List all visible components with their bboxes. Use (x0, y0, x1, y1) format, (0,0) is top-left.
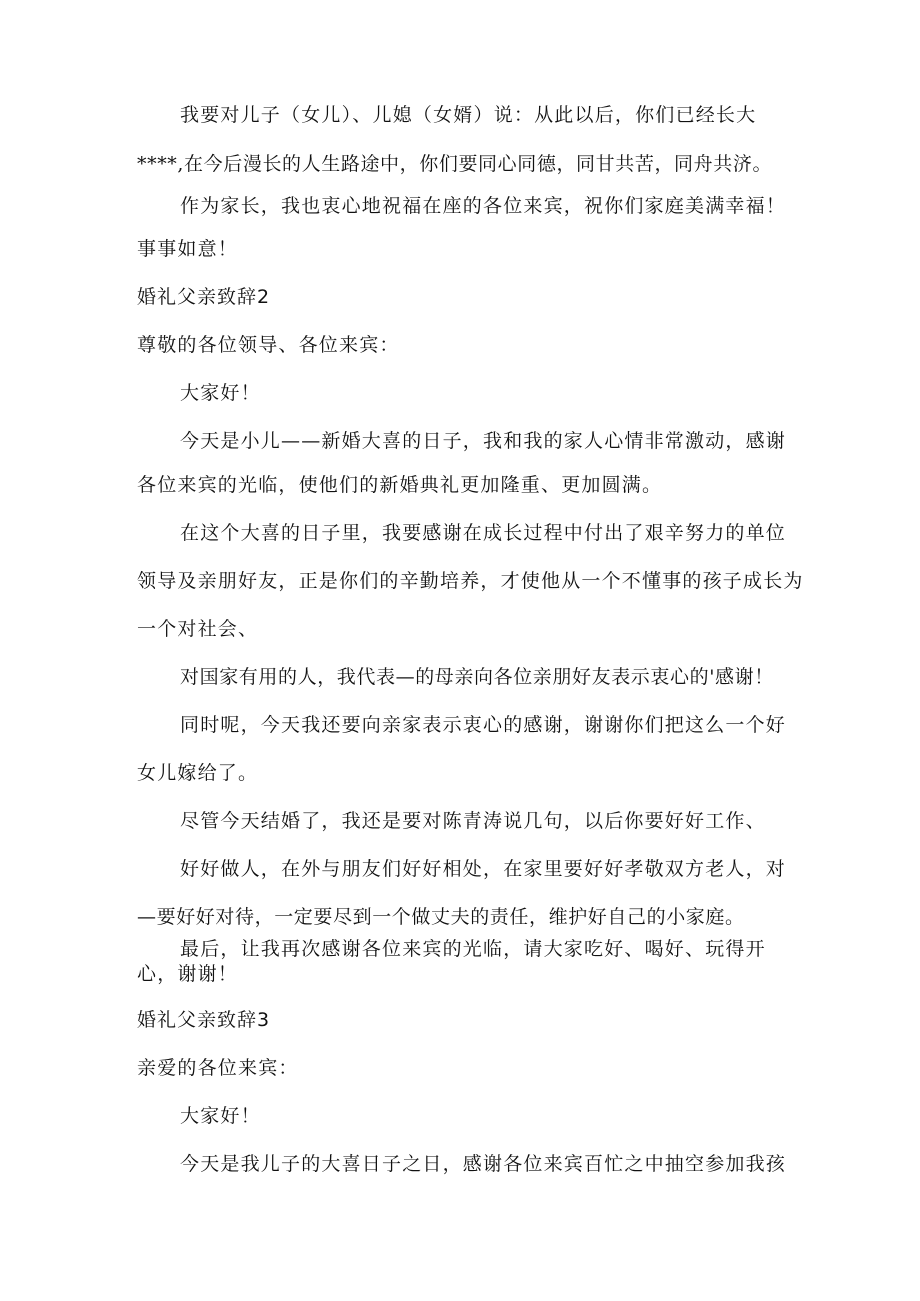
paragraph-line: 在这个大喜的日子里，我要感谢在成长过程中付出了艰辛努力的单位 (180, 522, 787, 544)
paragraph-line: 女儿嫁给了。 (137, 762, 259, 784)
paragraph-line: 最后，让我再次感谢各位来宾的光临，请大家吃好、喝好、玩得开 (180, 938, 766, 960)
salutation: 亲爱的各位来宾： (137, 1057, 299, 1079)
paragraph-line: 对国家有用的人，我代表—的母亲向各位亲朋好友表示衷心的'感谢！ (180, 666, 774, 688)
salutation: 尊敬的各位领导、各位来宾： (137, 334, 400, 356)
paragraph-line: —要好好对待，一定要尽到一个做丈夫的责任，维护好自己的小家庭。 (137, 906, 745, 928)
paragraph-line: 心，谢谢！ (137, 963, 239, 985)
greeting: 大家好！ (180, 1105, 261, 1127)
paragraph-line: 我要对儿子（女儿）、儿媳（女婿）说：从此以后，你们已经长大 (180, 104, 757, 126)
paragraph-line: 同时呢，今天我还要向亲家表示衷心的感谢，谢谢你们把这么一个好 (180, 714, 787, 736)
paragraph-line: 事事如意！ (137, 238, 239, 260)
paragraph-line: ****,在今后漫长的人生路途中，你们要同心同德，同甘共苦，同舟共济。 (137, 153, 773, 175)
paragraph-line: 一个对社会、 (137, 618, 259, 640)
paragraph-line: 各位来宾的光临，使他们的新婚典礼更加隆重、更加圆满。 (137, 474, 663, 496)
paragraph-line: 作为家长，我也衷心地祝福在座的各位来宾，祝你们家庭美满幸福！ (180, 195, 787, 217)
section-heading: 婚礼父亲致辞3 (137, 1009, 271, 1031)
section-heading: 婚礼父亲致辞2 (137, 286, 271, 308)
paragraph-line: 领导及亲朋好友，正是你们的辛勤培养，才使他从一个不懂事的孩子成长为 (137, 570, 804, 592)
paragraph-line: 好好做人，在外与朋友们好好相处，在家里要好好孝敬双方老人，对 (180, 858, 787, 880)
greeting: 大家好！ (180, 382, 261, 404)
paragraph-line: 尽管今天结婚了，我还是要对陈青涛说几句，以后你要好好工作、 (180, 810, 766, 832)
paragraph-line: 今天是小儿——新婚大喜的日子，我和我的家人心情非常激动，感谢 (180, 430, 787, 452)
paragraph-line: 今天是我儿子的大喜日子之日，感谢各位来宾百忙之中抽空参加我孩 (180, 1153, 787, 1175)
